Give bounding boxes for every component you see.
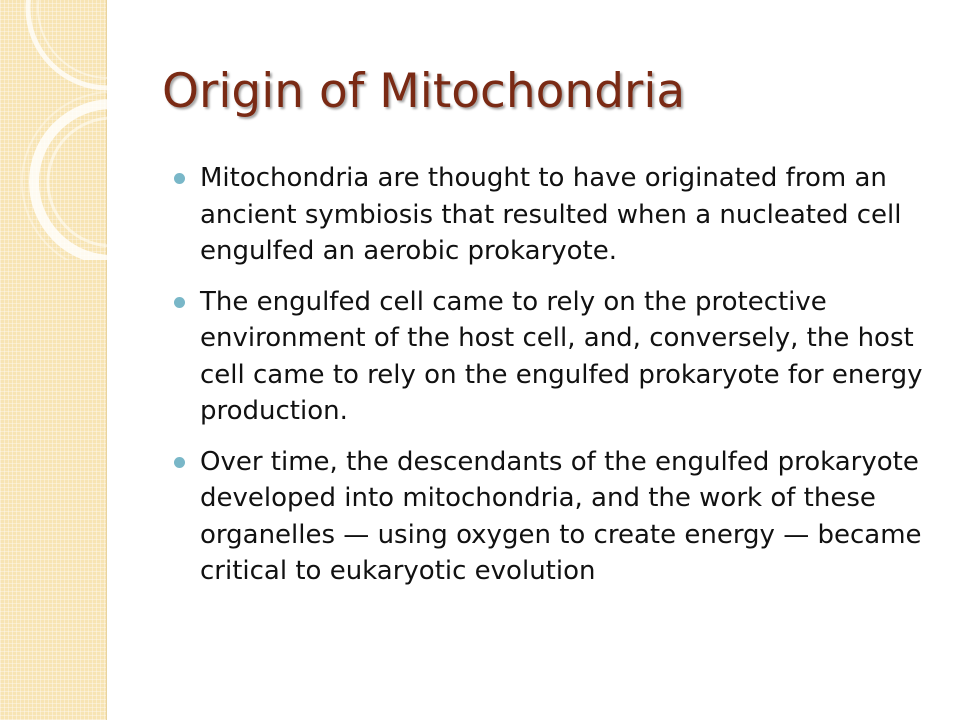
decorative-circles-icon — [0, 0, 140, 260]
bullet-item — [174, 284, 934, 430]
bullet-item — [174, 160, 934, 270]
bullet-text: Mitochondria are thought to have originated from an ancient symbiosis that resulted when a nucleated cell engulfed an aerobic prokaryote. — [200, 163, 902, 266]
bullet-dot-icon — [174, 173, 185, 184]
slide-title: Origin of Mitochondria — [162, 64, 686, 119]
bullet-text: Over time, the descendants of the engulfed prokaryote developed into mitochondria, and the work of these organelles — using oxygen to create energy — became critical to eukaryotic evolution — [200, 446, 922, 586]
bullet-list — [174, 160, 934, 604]
bullet-dot-icon — [174, 297, 185, 308]
bullet-dot-icon — [174, 457, 185, 468]
bullet-item — [174, 444, 934, 590]
bullet-text: The engulfed cell came to rely on the protective environment of the host cell, and, conversely, the host cell came to rely on the engulfed prokaryote for energy production. — [200, 286, 923, 426]
